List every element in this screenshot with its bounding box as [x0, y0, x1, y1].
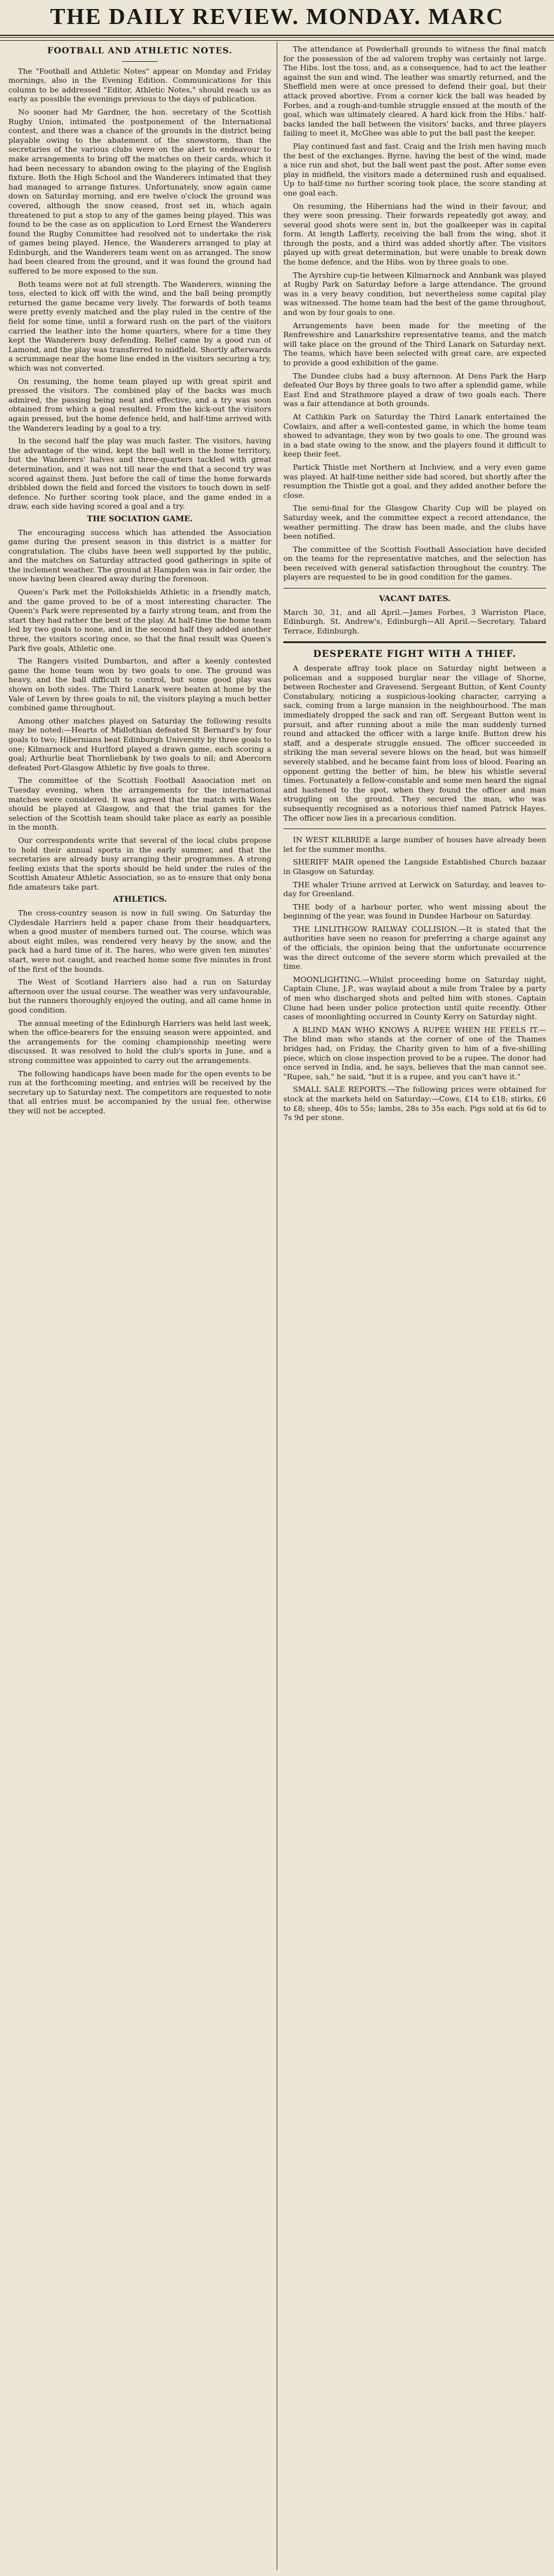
- article-paragraph: Both teams were not at full strength. The Wanderers, winning the toss, elected to kick off with the wind, and the ball being promptly returned the game became very lively. The forwards of both teams were pretty evenly matched and the play ruled in the centre of the field for some time, until a forward rush on the part of the visitors carried the leather into the home quarters, where for a time they kept the Wanderers busy defending. Relief came by a good run of Lamond, and the play was transferred to midfield. Shortly afterwards a scrummage near the home line ended in the visitors securing a try, which was not converted.: [8, 279, 271, 373]
- left-column: [8, 44, 271, 2570]
- article-paragraph: The Ayrshire cup-tie between Kilmarnock and Annbank was played at Rugby Park on Saturday before a large attendance. The ground was in a very heavy condition, but nevertheless some capital play was witnessed. The home team had the best of the game throughout, and won by four goals to one.: [283, 270, 546, 317]
- article-paragraph: The Dundee clubs had a busy afternoon. At Dens Park the Harp defeated Our Boys by three goals to two after a splendid game, while East End and Strathmore played a draw of two goals each. There was a fair attendance at both grounds.: [283, 371, 546, 409]
- article-paragraph: The following handicaps have been made for the open events to be run at the forthcoming meeting, and entries will be received by the secretary up to Saturday next. The competitors are requested to note that all entries must be accompanied by the usual fee, otherwise they will not be accepted.: [8, 1068, 271, 1115]
- article-paragraph: Among other matches played on Saturday the following results may be noted:—Hearts of Midlothian defeated St Bernard's by four goals to two; Hibernians beat Edinburgh University by three goals to one; Kilmarnock and Hurlford played a drawn game, each scoring a goal; Arthurlie beat Thornliebank by two goals to nil; and Abercorn defeated Port-Glasgow Athletic by five goals to three.: [8, 716, 271, 772]
- article-paragraph: No sooner had Mr Gardner, the hon. secretary of the Scottish Rugby Union, intimated the postponement of the International contest, and there was a chance of the grounds in the district being playable owing to the abatement of the snowstorm, than the secretaries of the various clubs were on the alert to endeavour to make arrangements to bring off the matches on their cards, which it had been necessary to abandon owing to the playing of the English fixture. Both the High School and the Wanderers intimated that they had managed to arrange fixtures. Unfortunately, snow again came down on Saturday morning, and ere twelve o'clock the ground was covered, although the snow ceased, frost set in, which again threatened to put a stop to any of the games being played. This was found to be the case as on application to Lord Ernest the Wanderers found the Rugby Committee had resolved not to undertake the risk of games being played. Hence, the Wanderers arranged to play at Edinburgh, and the Wanderers team went on as arranged. The snow had been cleared from the ground, and it was found the ground had suffered to be more exposed to the sun.: [8, 107, 271, 276]
- article-paragraph: The West of Scotland Harriers also had a run on Saturday afternoon over the usual course. The weather was very unfavourable, but the runners thoroughly enjoyed the outing, and all came home in good condition.: [8, 977, 271, 1014]
- news-item: THE whaler Triune arrived at Lerwick on Saturday, and leaves to-day for Greenland.: [283, 879, 546, 899]
- section-rule-thick: [283, 641, 546, 643]
- article-paragraph: In the second half the play was much faster. The visitors, having the advantage of the wind, kept the ball well in the home territory, but the Wanderers' halves and three-quarters tackled with great determination, and it was not till near the end that a second try was scored against them. Just before the call of time the home forwards dribbled down the field and forced the visitors to touch down in self-defence. No further scoring took place, and the game ended in a draw, each side having scored a goal and a try.: [8, 436, 271, 511]
- notice-heading: VACANT DATES.: [379, 595, 451, 604]
- article-paragraph: At Cathkin Park on Saturday the Third Lanark entertained the Cowlairs, and after a well-contested game, in which the home team showed to advantage, they won by two goals to one. The ground was in a bad state owing to the snow, and the players found it difficult to keep their feet.: [283, 412, 546, 459]
- section-heading: THE SOCIATION GAME.: [86, 514, 193, 524]
- article-paragraph: The committee of the Scottish Football Association have decided on the teams for the representative matches, and the selection has been received with general satisfaction throughout the country. The players are requested to be in good condition for the games.: [283, 544, 546, 582]
- news-item: IN WEST KILBRIDE a large number of houses have already been let for the summer months.: [283, 835, 546, 854]
- article-paragraph: The Rangers visited Dumbarton, and after a keenly contested game the home team won by two goals to one. The ground was heavy, and the ball difficult to control, but some good play was shown on both sides. The Third Lanark were beaten at home by the Vale of Leven by three goals to nil, the visitors playing a much better combined game throughout.: [8, 656, 271, 713]
- masthead: [0, 0, 554, 36]
- news-item: THE LINLITHGOW RAILWAY COLLISION.—It is stated that the authorities have seen no reason for preferring a charge against any of the officials, the opinion being that the unfortunate occurrence was the direct outcome of the severe storm which prevailed at the time.: [283, 924, 546, 971]
- article-paragraph: The attendance at Powderhall grounds to witness the final match for the possession of the ad valorem trophy was certainly not large. The Hibs. lost the toss, and, as a consequence, had to act the leather against the sun and wind. The leather was smartly returned, and the Sheffield men were at once pressed to defend their goal, but their attack proved abortive. From a corner kick the ball was headed by Forbes, and a rough-and-tumble struggle ensued at the mouth of the goal, which was ultimately cleared. A hard kick from the Hibs.' half-backs landed the ball between the visitors' backs, and three players failing to meet it, McGhee was able to put the ball past the keeper.: [283, 44, 546, 138]
- news-item: SHERIFF MAIR opened the Langside Established Church bazaar in Glasgow on Saturday.: [283, 857, 546, 876]
- section-rule: [283, 828, 546, 829]
- news-item: MOONLIGHTING.—Whilst proceeding home on Saturday night, Captain Clune, J.P., was waylaid about a mile from Tralee by a party of men who discharged shots and pelted him with stones. Captain Clune had been under police protection until quite recently. Other cases of moonlighting occurred in County Kerry on Saturday night.: [283, 974, 546, 1022]
- masthead-rule: [0, 37, 554, 41]
- article-paragraph: The semi-final for the Glasgow Charity Cup will be played on Saturday week, and the committee expect a record attendance, the weather permitting. The draw has been made, and the clubs have been notified.: [283, 503, 546, 541]
- article-paragraph: Arrangements have been made for the meeting of the Renfrewshire and Lanarkshire representative teams, and the match will take place on the ground of the Third Lanark on Saturday next. The teams, which have been selected with great care, are expected to provide a good exhibition of the game.: [283, 320, 546, 367]
- right-column: [283, 44, 546, 2570]
- section-heading: ATHLETICS.: [113, 895, 167, 905]
- news-item: SMALL SALE REPORTS.—The following prices were obtained for stock at the markets held on Saturday:—Cows, £14 to £18; stirks, £6 to £8; sheep, 40s to 55s; lambs, 28s to 35s each. Pigs sold at 6s 6d to 7s 9d per stone.: [283, 1085, 546, 1122]
- section-rule: [283, 588, 546, 589]
- notice-text: March 30, 31, and all April.—James Forbes, 3 Warriston Place, Edinburgh. St. Andrew's, Edinburgh—All April.—Secretary, Tabard Terrace, Edinburgh.: [283, 607, 546, 635]
- article-paragraph: The encouraging success which has attended the Association game during the present season in this district is a matter for congratulation. The clubs have been well supported by the public, and the matches on Saturday attracted good gatherings in spite of the inclement weather. The ground at Hampden was in fair order, the snow having been cleared away during the forenoon.: [8, 527, 271, 584]
- article-paragraph: The annual meeting of the Edinburgh Harriers was held last week, when the office-bearers for the ensuing season were appointed, and the arrangements for the coming championship meeting were discussed. It was resolved to hold the club's sports in June, and a strong committee was appointed to carry out the arrangements.: [8, 1018, 271, 1065]
- article-paragraph: Our correspondents write that several of the local clubs propose to hold their annual sports in the early summer, and that the secretaries are already busy arranging their programmes. A strong feeling exists that the sports should be held under the rules of the Scottish Amateur Athletic Association, so as to ensure that only bona fide amateurs take part.: [8, 835, 271, 891]
- article-paragraph: The committee of the Scottish Football Association met on Tuesday evening, when the arrangements for the international matches were considered. It was agreed that the match with Wales should be played at Glasgow, and that the trial games for the selection of the Scottish team should take place as early as possible in the month.: [8, 776, 271, 832]
- article-paragraph: Play continued fast and fast. Craig and the Irish men having much the best of the exchanges. Byrne, having the best of the wind, made a nice run and shot, but the ball went past the post. After some even play in midfield, the visitors made a determined rush and equalised. Up to half-time no further scoring took place, the score standing at one goal each.: [283, 141, 546, 197]
- article-paragraph: Queen's Park met the Pollokshields Athletic in a friendly match, and the game proved to be of a most interesting character. The Queen's Park were represented by a fairly strong team, and from the start they had rather the best of the play. At half-time the home team led by two goals to none, and in the second half they added another three, the visitors scoring once, so that the final result was Queen's Park five goals, Athletic one.: [8, 587, 271, 653]
- intro-paragraph: The "Football and Athletic Notes" appear on Monday and Friday mornings, also in the Evening Edition. Communications for this column to be addressed "Editor, Athletic Notes," should reach us as early as possible the evenings previous to the days of publication.: [8, 66, 271, 104]
- story-heading: DESPERATE FIGHT WITH A THIEF.: [313, 648, 517, 660]
- article-paragraph: On resuming, the home team played up with great spirit and pressed the visitors. The combined play of the backs was much admired, the passing being neat and effective, and a try was soon obtained from which a goal resulted. From the kick-out the visitors again pressed, but the home defence held, and half-time arrived with the Wanderers leading by a goal to a try.: [8, 376, 271, 433]
- left-column-heading: FOOTBALL AND ATHLETIC NOTES.: [47, 46, 233, 56]
- article-paragraph: The cross-country season is now in full swing. On Saturday the Clydesdale Harriers held a paper chase from their headquarters, when a good muster of members turned out. The course, which was about eight miles, was rendered very heavy by the snow, and the pack had a hard time of it. The hares, who were given ten minutes' start, were not caught, and reached home some five minutes in front of the first of the hounds.: [8, 908, 271, 974]
- article-paragraph: Partick Thistle met Northern at Inchview, and a very even game was played. At half-time neither side had scored, but shortly after the resumption the Thistle got a goal, and they added another before the close.: [283, 462, 546, 500]
- heading-rule: [122, 61, 158, 62]
- story-paragraph: A desperate affray took place on Saturday night between a policeman and a supposed burglar near the village of Shorne, between Rochester and Gravesend. Sergeant Button, of Kent County Constabulary, noticing a suspicious-looking character, carrying a sack, coming from a large mansion in the neighbourhood. The man immediately dropped the sack and ran off. Sergeant Button went in pursuit, and after running about a mile the man suddenly turned round and attacked the officer with a large knife. Button drew his staff, and a desperate struggle ensued. The officer succeeded in striking the man several severe blows on the head, but was himself severely stabbed, and he became faint from loss of blood. Fearing an opponent getting the better of him, he blew his whistle several times. Fortunately a fellow-constable and some men heard the signal and hastened to the spot, when they found the officer and man struggling on the ground. They secured the man, who was subsequently recognised as a notorious thief named Patrick Hayes. The officer now lies in a precarious condition.: [283, 663, 546, 822]
- article-paragraph: On resuming, the Hibernians had the wind in their favour, and they were soon pressing. Their forwards repeatedly got away, and several good shots were sent in, but the goalkeeper was in capital form. At length Lafferty, receiving the ball from the wing, shot it through the posts, and a third was added shortly after. The visitors played up with great determination, but were unable to break down the home defence, and the Hibs. won by three goals to one.: [283, 201, 546, 267]
- news-item: A BLIND MAN WHO KNOWS A RUPEE WHEN HE FEELS IT.—The blind man who stands at the corner of one of the Thames bridges had, on Friday, the Charity given to him of a five-shilling piece, which on close inspection proved to be a rupee. The donor had once served in India, and, he says, believes that the man cannot see. "Rupee, sah," he said, "but it is a rupee, and you can't have it.": [283, 1025, 546, 1081]
- masthead-title: THE DAILY REVIEW. MONDAY. MARC: [50, 4, 504, 29]
- news-item: THE body of a harbour porter, who went missing about the beginning of the year, was found in Dundee Harbour on Saturday.: [283, 902, 546, 921]
